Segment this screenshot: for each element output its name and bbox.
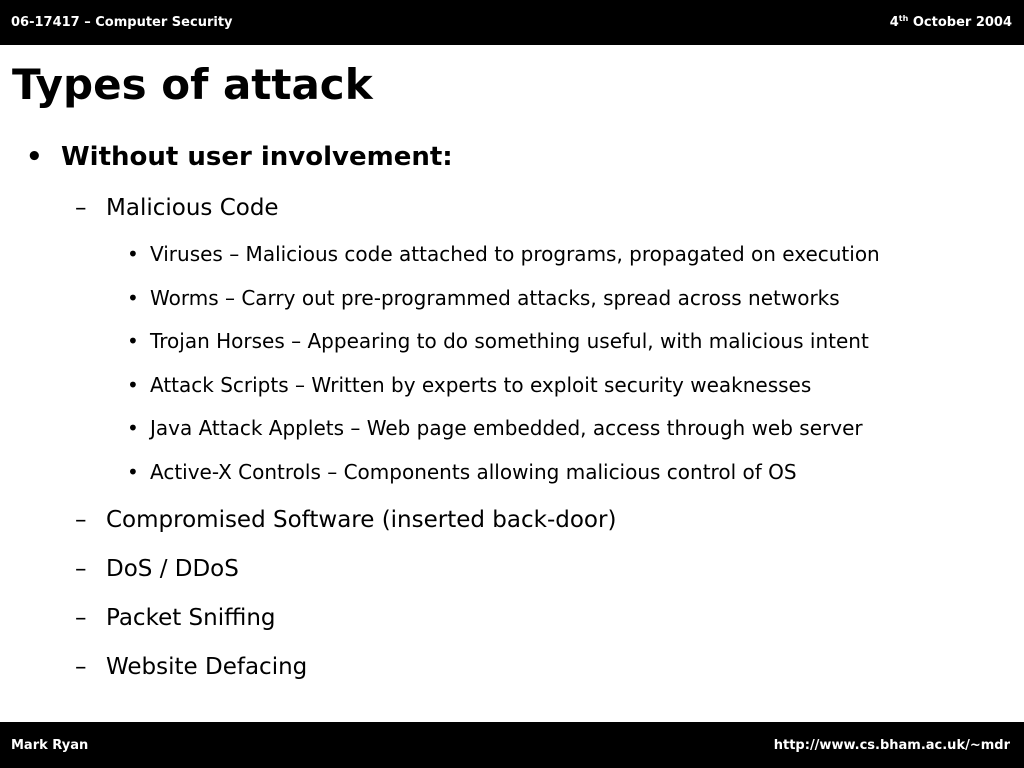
bullet-marker: •: [26, 142, 43, 172]
date-ordinal: th: [898, 14, 909, 23]
list-item-text: Compromised Software (inserted back-door): [106, 507, 617, 533]
author-name: Mark Ryan: [11, 738, 89, 753]
bullet-marker: •: [127, 373, 139, 397]
bullet-marker: •: [127, 242, 139, 266]
sub-item-text: Viruses – Malicious code attached to programs, propagated on execution: [150, 242, 880, 266]
footer-bar: [0, 722, 1024, 768]
date-month-year: October 2004: [908, 15, 1012, 30]
course-title: 06-17417 – Computer Security: [11, 15, 233, 30]
list-item-text: Malicious Code: [106, 195, 279, 221]
author-url: http://www.cs.bham.ac.uk/~mdr: [773, 738, 1010, 753]
date-day: 4: [889, 15, 899, 30]
lecture-date: [890, 15, 1012, 30]
sub-item-text: Java Attack Applets – Web page embedded, access through web server: [150, 416, 863, 440]
bullet-marker: •: [127, 329, 139, 353]
list-item-text: Website Defacing: [106, 654, 308, 680]
dash-marker: –: [75, 507, 87, 533]
sub-item-text: Attack Scripts – Written by experts to exploit security weaknesses: [150, 373, 812, 397]
header-bar: [0, 0, 1024, 45]
dash-marker: –: [75, 605, 87, 631]
dash-marker: –: [75, 556, 87, 582]
list-item-text: DoS / DDoS: [106, 556, 239, 582]
sub-item-text: Worms – Carry out pre-programmed attacks, spread across networks: [150, 286, 840, 310]
bullet-marker: •: [127, 286, 139, 310]
sub-item-text: Trojan Horses – Appearing to do something useful, with malicious intent: [150, 329, 869, 353]
bullet-marker: •: [127, 416, 139, 440]
list-item-text: Packet Sniffing: [106, 605, 276, 631]
sub-item-text: Active-X Controls – Components allowing malicious control of OS: [150, 460, 797, 484]
dash-marker: –: [75, 195, 87, 221]
page-title: Types of attack: [12, 60, 373, 109]
main-bullet-text: Without user involvement:: [61, 142, 453, 172]
dash-marker: –: [75, 654, 87, 680]
bullet-marker: •: [127, 460, 139, 484]
